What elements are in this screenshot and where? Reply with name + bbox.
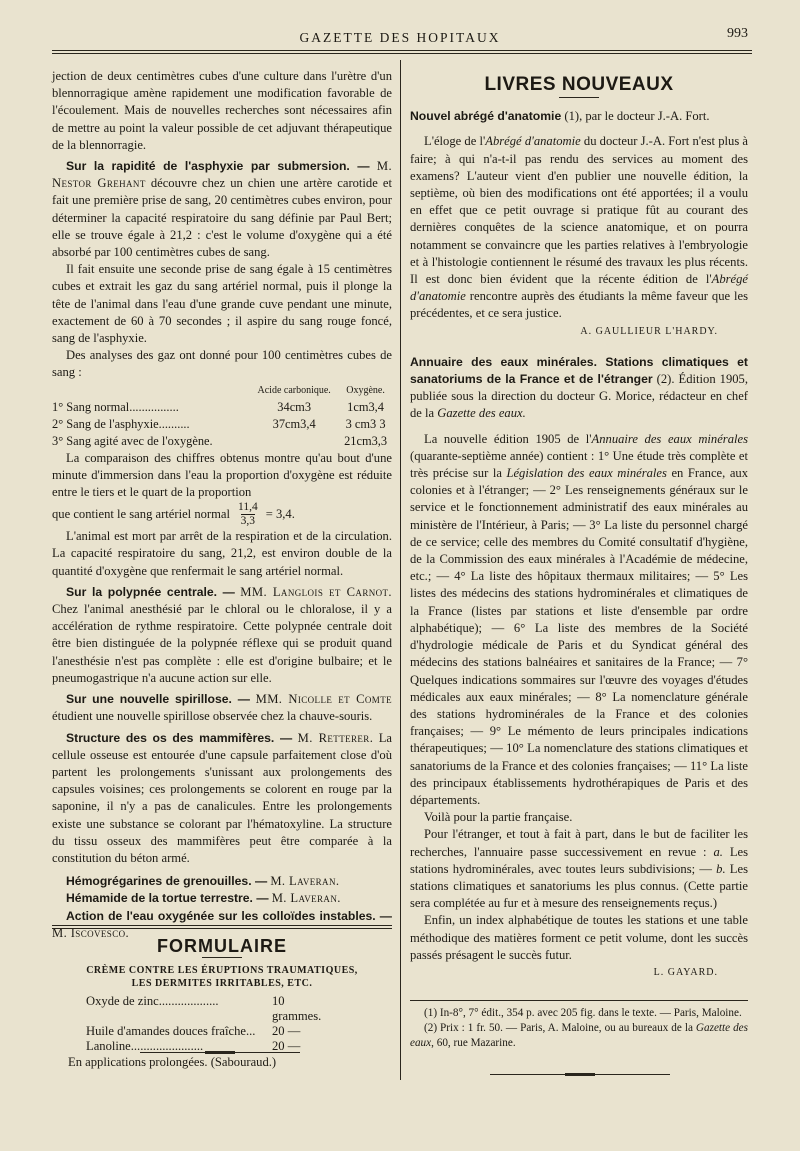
- formulaire-heading-1: CRÈME CONTRE LES ÉRUPTIONS TRAUMATIQUES,: [86, 965, 358, 977]
- footnotes: [410, 1006, 748, 1051]
- spirillose-text: étudient une nouvelle spirillose observée chez la chauve-souris.: [52, 709, 373, 724]
- footnote-rule: [410, 1000, 748, 1001]
- ingredient-qty: 10 grammes.: [272, 994, 322, 1024]
- annuaire-text-d: Législation des eaux minérales: [506, 466, 667, 481]
- anat-text-c: du docteur J.-A. Fort n'est plus à faire; à qui n'a-t-il pas rendu des services au moment des examens? L'auteur vient d'en publier une nouvelle édition, la septième, où bien des modifications ont été apportées; il a voulu en effet que ce petit ouvrage si pratique fût au courant des dernières conquêtes de la science anatomique, et on pourra notamment se convaincre que les parties relatives à l'embryologie et à l'histologie contiennent le résumé des travaux les plus récents. Il est donc bien évident que la récente édition de l': [410, 134, 749, 287]
- gas-row-o2: 3 cm3 3: [345, 416, 386, 431]
- annuaire-title-it: Gazette des eaux.: [437, 406, 526, 421]
- hemo2-author: M. Laveran.: [271, 891, 341, 906]
- asphyxie-text-5: que contient le sang artériel normal: [52, 507, 230, 522]
- table-row: [52, 416, 392, 433]
- spirillose-title: Sur une nouvelle spirillose. —: [66, 692, 250, 707]
- section-title: LIVRES NOUVEAUX: [484, 74, 674, 95]
- gas-table-header-co2: Acide carbonique.: [257, 384, 331, 396]
- footnote-1: (1) In-8°, 7° édit., 354 p. avec 205 fig. dans le texte. — Paris, Maloine.: [424, 1007, 742, 1019]
- page-number: 993: [727, 26, 748, 41]
- footnote-2: [410, 1021, 748, 1051]
- gas-row-co2: [249, 433, 339, 450]
- eau-title: Action de l'eau oxygénée sur les colloïdes instables. —: [66, 908, 392, 923]
- spirillose-author: MM. Nicolle et Comte: [255, 692, 392, 707]
- gas-table: [52, 382, 392, 450]
- anat-text-b: Abrégé d'anatomie: [485, 134, 581, 149]
- gas-row-label: 2° Sang de l'asphyxie..........: [52, 416, 190, 431]
- annuaire-paragraph-2: Voilà pour la partie française.: [424, 810, 573, 825]
- gas-table-header-o2: Oxygène.: [346, 384, 385, 396]
- os-paragraph: [52, 730, 392, 868]
- left-column: [52, 68, 392, 942]
- anat-text-e: rencontre auprès des étudiants la même faveur que les précédentes, et ce sera justice.: [410, 289, 748, 321]
- os-text: La cellule osseuse est entourée d'une capsule parfaitement close d'où partent les prolongements s'unissant aux prolongements des capsules voisines; ces prolongements se colorent en rouge par la saponine, il n'y a pas de canalicules. Entre les prolongements existe une substance se colorant par l'hématoxyline. La structure du tissu osseux des mammifères peut être comparée à la constitution du béton armé.: [52, 730, 393, 865]
- intro-paragraph: jection de deux centimètres cubes d'une culture dans l'urètre d'un blennorragique amène rapidement une modification favorable de l'écoulement. Mais de nouvelles recherches sont nécessaires afin de mettre au point la valeur possible de cet adjuvant thérapeutique de la blennorragie.: [52, 69, 392, 152]
- formulaire-section: [52, 932, 392, 1070]
- asphyxie-paragraph-6: L'animal est mort par arrêt de la respiration et de la circulation. La capacité respiratoire du sang, 21,2, est environ double de la quantité d'oxygène que renfermait le sang artériel normal.: [52, 529, 392, 578]
- asphyxie-paragraph-1: [52, 158, 392, 261]
- os-title: Structure des os des mammifères. —: [66, 730, 293, 745]
- formulaire-rule-bottom: [52, 928, 392, 929]
- annuaire-text-a: La nouvelle édition 1905 de l': [424, 431, 592, 446]
- header-rule-bottom: [52, 53, 752, 54]
- annuaire-paragraph-4: Enfin, un index alphabétique de toutes les stations et une table méthodique des matières forment ce petit volume, dont les succès passés présagent le succès futur.: [410, 913, 748, 962]
- fraction-result: = 3,4.: [265, 507, 295, 522]
- fraction-numerator: 11,4: [238, 501, 258, 514]
- list-item: [52, 994, 392, 1024]
- hemo1-title: Hémogrégarines de grenouilles. —: [66, 874, 268, 889]
- ingredient-qty: 20 —: [272, 1024, 301, 1039]
- formulaire-heading-2: LES DERMITES IRRITABLES, ETC.: [131, 978, 313, 990]
- ingredient-name: Oxyde de zinc...................: [86, 994, 219, 1009]
- asphyxie-title: Sur la rapidité de l'asphyxie par submersion. —: [66, 159, 370, 174]
- asphyxie-paragraph-2: Il fait ensuite une seconde prise de sang égale à 15 centimètres cubes et extrait les gaz du sang artériel normal, puis il plonge la tête de l'animal dans l'eau d'une grande cuve pendant une minute, exactement de 60 à 70 secondes ; il aspire du sang rouge foncé, sang de l'asphyxie.: [52, 262, 392, 346]
- gas-row-label: 1° Sang normal................: [52, 399, 179, 414]
- ingredient-name: Huile d'amandes douces fraîche...: [86, 1024, 256, 1039]
- gas-row-label: 3° Sang agité avec de l'oxygène.: [52, 433, 213, 448]
- gas-row-co2: 37cm3,4: [272, 416, 316, 431]
- annuaire-p3-a: Pour l'étranger, et tout à fait à part, dans le but de faciliter les recherches, l'annuaire passe successivement en revue :: [410, 827, 748, 859]
- footnote-2-c: , 60, rue Mazarine.: [431, 1037, 516, 1049]
- annuaire-p3-d: b.: [716, 861, 726, 876]
- right-column: [410, 68, 748, 981]
- table-row: [52, 433, 392, 450]
- ingredient-qty: 20 —: [272, 1039, 301, 1054]
- anat-title: Nouvel abrégé d'anatomie: [410, 109, 562, 124]
- anat-paragraph: [410, 133, 748, 322]
- anat-text-d: Abrégé d'anatomie: [410, 272, 748, 304]
- annuaire-signature: L. GAYARD.: [653, 966, 718, 978]
- annuaire-title-rest: (2). Édition 1905, publiée sous la direction du docteur G. Morice, rédacteur en chef de la: [410, 372, 748, 421]
- gas-row-o2: 1cm3,4: [347, 399, 384, 414]
- footnote-2-a: (2) Prix : 1 fr. 50. — Paris, A. Maloine, ou au bureaux de la: [424, 1022, 696, 1034]
- anat-signature: A. GAULLIEUR L'HARDY.: [580, 325, 718, 337]
- header-rule-top: [52, 50, 752, 51]
- polypnee-title: Sur la polypnée centrale. —: [66, 584, 235, 599]
- annuaire-title: Annuaire des eaux minérales. Stations climatiques et sanatoriums de la France et de l'étranger: [410, 354, 748, 387]
- table-row: [52, 399, 392, 416]
- formulaire-short-rule: [202, 957, 242, 958]
- annuaire-p3-e: Les stations climatiques et sanatoriums les plus connus. (Cette partie sera complétée au fur et à mesure des renseignements reçus.): [410, 861, 748, 911]
- asphyxie-paragraph-3: Des analyses des gaz ont donné pour 100 centimètres cubes de sang :: [52, 348, 392, 380]
- annuaire-paragraph-1: [410, 431, 748, 809]
- hemo2-title: Hémamide de la tortue terrestre. —: [66, 891, 269, 906]
- section-title-rule: [559, 97, 599, 98]
- annuaire-heading: [410, 354, 748, 423]
- hemo2-paragraph: [52, 890, 392, 907]
- polypnee-paragraph: [52, 584, 392, 687]
- hemo1-paragraph: [52, 873, 392, 890]
- polypnee-text: Chez l'animal anesthésié par le chloral ou le chloralose, il y a accélération de rythme respiratoire. Cette polypnée centrale doit être bien distinguée de la polypnée réflexe qui se produit quand l'anesthésie n'est pas complète : elle est d'origine bulbaire; et le pneumogastrique n'a aucune action sur elle.: [52, 602, 392, 685]
- fraction-denominator: 3,3: [240, 515, 256, 528]
- asphyxie-fraction-line: [52, 501, 392, 528]
- gas-row-co2: 34cm3: [277, 399, 312, 414]
- formulaire-rule-top: [52, 925, 392, 926]
- anat-text-a: L'éloge de l': [424, 134, 486, 149]
- annuaire-paragraph-3: [410, 826, 748, 912]
- annuaire-text-e: en France, aux colonies et à l'étranger; — 2° Les renseignements généraux sur le service et le fonctionnement administratif des eaux minérales au ministère de l'Intérieur, à Paris; — 3° La liste du personnel chargé de ce service; celle des membres du Comité consultatif d'hygiène, de la Commission des eaux minérales à l'Académie de médecine, etc.; — 4° La liste des hôpitaux thermaux militaires; — 5° Les listes des médecins des stations hydrominérales et climatiques de la France (listes par stations et liste d'ensemble par ordre alphabétique); — 6° La liste des membres de la Société d'hydrologie médicale de Paris et du Syndicat général des médecins des stations balnéaires et sanitaires de la France; — 7° Quelques indications sommaires sur l'œuvre des voyages d'études médicales aux eaux minérales; — 8° La nomenclature générale des stations hydrominérales de la France et des colonies françaises; — 9° Le mémento de leurs principales indications thérapeutiques; — 10° La nomenclature des stations climatiques et sanatoriums de la France et des colonies françaises; — 11° La liste des principaux établissements hydrothérapiques de Paris et des départements.: [410, 466, 748, 807]
- asphyxie-paragraph-4: La comparaison des chiffres obtenus montre qu'au bout d'une minute d'immersion dans l'eau la proportion d'oxygène est réduite entre le tiers et le quart de la proportion: [52, 450, 392, 500]
- anat-heading: [410, 108, 748, 125]
- annuaire-text-b: Annuaire des eaux minérales: [591, 431, 748, 446]
- ingredient-name: Lanoline.......................: [86, 1039, 204, 1054]
- list-item: [52, 1024, 392, 1039]
- formulaire-title: FORMULAIRE: [157, 936, 287, 956]
- column-divider: [400, 60, 401, 1080]
- asphyxie-text-1: découvre chez un chien une artère carotide et fait une première prise de sang, 20 centimètres cubes environ, pour déterminer la capacité respiratoire du sang définie par Paul Bert; elle se trouve égale à 21,2 : c'est le volume d'oxygène qui a été absorbé par 100 centimètres cubes de sang.: [52, 176, 392, 260]
- fraction: [238, 501, 258, 528]
- ornament-divider-right: [565, 1073, 595, 1076]
- footnote-2-b: Gazette des eaux: [410, 1022, 748, 1049]
- os-author: M. Retterer.: [297, 730, 374, 745]
- anat-title-rest: (1), par le docteur J.-A. Fort.: [564, 109, 710, 124]
- gas-row-o2: 21cm3,3: [344, 433, 388, 448]
- eau-author: M. Iscovesco.: [52, 925, 130, 940]
- spirillose-paragraph: [52, 691, 392, 725]
- ornament-divider: [205, 1051, 235, 1054]
- page-header: [0, 22, 800, 46]
- hemo1-author: M. Laveran.: [270, 874, 340, 889]
- polypnee-author: MM. Langlois et Carnot.: [240, 584, 392, 599]
- journal-title: GAZETTE DES HOPITAUX: [299, 30, 501, 45]
- formulaire-note: En applications prolongées. (Sabouraud.): [68, 1055, 277, 1070]
- asphyxie-author: M. Nestor Grehant: [52, 159, 392, 191]
- annuaire-p3-b: a.: [713, 844, 723, 859]
- annuaire-p3-c: Les stations hydrominérales, avec toutes leurs subdivisions; —: [410, 844, 748, 876]
- annuaire-text-c: (quarante-septième année) contient : 1° Une étude très complète et très précise sur la: [410, 448, 748, 481]
